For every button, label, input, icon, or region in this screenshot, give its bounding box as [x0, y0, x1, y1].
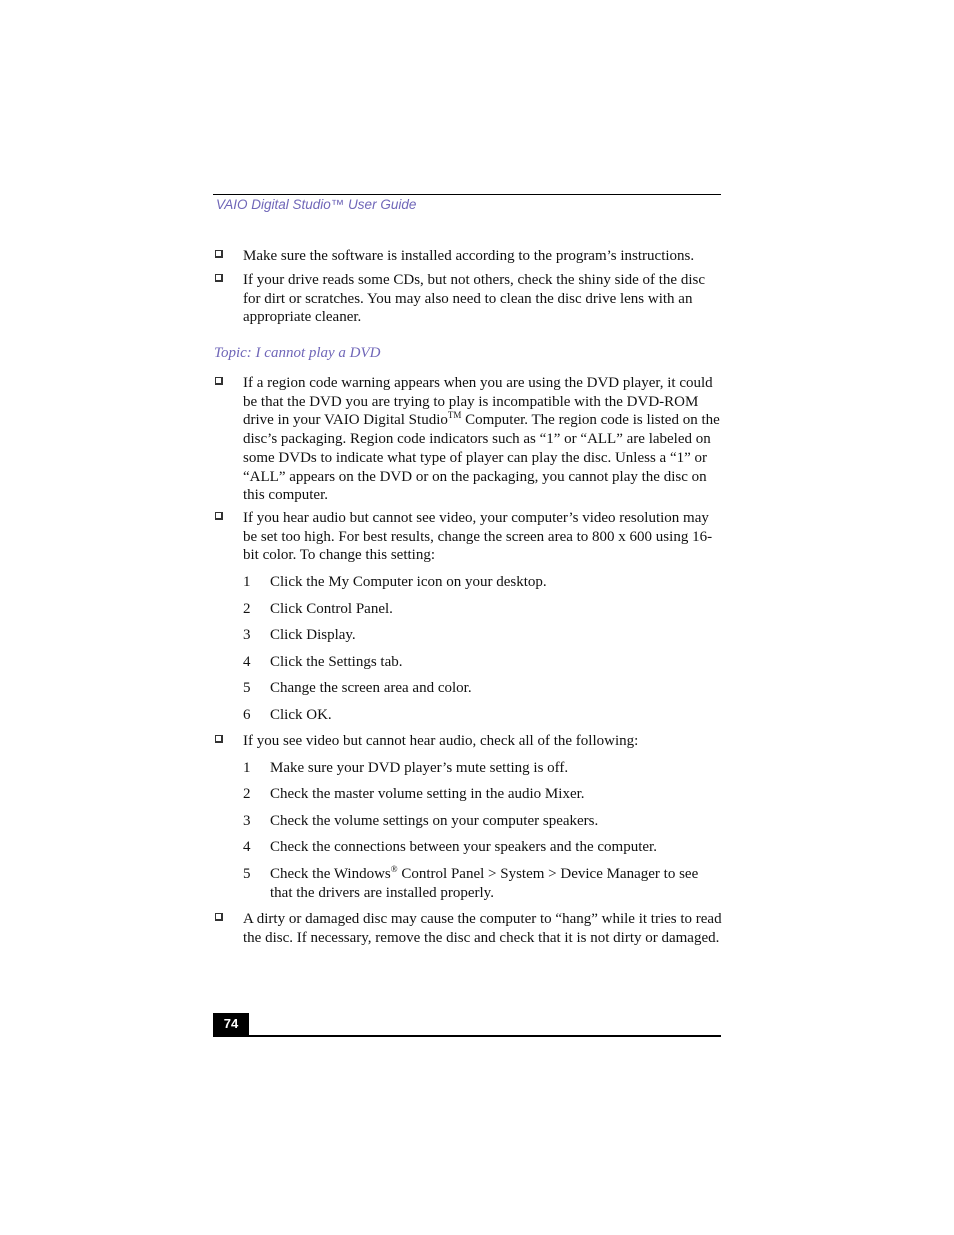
registered-symbol: ®	[390, 864, 398, 874]
bullet-text: A dirty or damaged disc may cause the computer to “hang” while it tries to read the disc. If necessary, remove the disc and check that it is not dirty or damaged.	[243, 911, 722, 946]
topic-heading: Topic: I cannot play a DVD	[214, 345, 381, 361]
step-text: Make sure your DVD player’s mute setting is off.	[270, 760, 569, 776]
checkbox-bullet-icon	[215, 913, 223, 921]
page-number: 74	[223, 1016, 239, 1031]
checkbox-bullet-icon	[215, 377, 223, 385]
bullet-text: If a region code warning appears when you are using the DVD player, it could be that the DVD you are trying to play is incompatible with the DVD-ROM drive in your VAIO Digital Studio	[243, 375, 713, 429]
bullet-item	[243, 732, 723, 751]
step-item	[243, 812, 713, 831]
checkbox-bullet-icon	[215, 274, 223, 282]
step-text: Click the Settings tab.	[270, 654, 403, 670]
bullet-text: Make sure the software is installed according to the program’s instructions.	[243, 248, 695, 264]
header-rule	[213, 194, 721, 195]
step-item	[243, 706, 713, 725]
step-item	[243, 600, 713, 619]
step-item	[243, 653, 713, 672]
bullet-item	[243, 271, 723, 327]
step-number: 3	[243, 813, 251, 829]
step-number: 2	[243, 786, 251, 802]
bullet-text: Computer. The region code is listed on the disc’s packaging. Region code indicators such as “1” or “ALL” are labeled on some DVDs to indicate what type of player can play the disc. Unless a “1” or “ALL” appears on the DVD or on the packaging, you cannot play the disc on this computer.	[243, 412, 720, 504]
step-number: 1	[243, 760, 251, 776]
step-item	[243, 759, 713, 778]
page-number-box	[213, 1013, 249, 1035]
step-number: 5	[243, 680, 251, 696]
step-item	[243, 679, 713, 698]
bullet-text: If you hear audio but cannot see video, your computer’s video resolution may be set too high. For best results, change the screen area to 800 x 600 using 16-bit color. To change this setting:	[243, 510, 713, 564]
step-text: Click the My Computer icon on your desktop.	[270, 574, 547, 590]
step-item	[243, 785, 713, 804]
step-item	[243, 865, 713, 902]
step-item	[243, 626, 713, 645]
checkbox-bullet-icon	[215, 735, 223, 743]
step-number: 3	[243, 627, 251, 643]
checkbox-bullet-icon	[215, 250, 223, 258]
checkbox-bullet-icon	[215, 512, 223, 520]
step-number: 1	[243, 574, 251, 590]
step-text: Click Display.	[270, 627, 356, 643]
step-text: Click Control Panel.	[270, 601, 393, 617]
footer-rule	[213, 1035, 721, 1037]
step-text-part: Control Panel > System > Device Manager to see that the drivers are installed properly.	[270, 866, 699, 901]
bullet-item	[243, 509, 723, 565]
bullet-text: If your drive reads some CDs, but not others, check the shiny side of the disc for dirt or scratches. You may also need to clean the disc drive lens with an appropriate cleaner.	[243, 272, 705, 326]
step-text: Click OK.	[270, 707, 332, 723]
running-header: VAIO Digital Studio™ User Guide	[216, 197, 417, 212]
step-number: 6	[243, 707, 251, 723]
step-text: Check the connections between your speakers and the computer.	[270, 839, 657, 855]
step-number: 5	[243, 866, 251, 882]
bullet-text: If you see video but cannot hear audio, check all of the following:	[243, 733, 639, 749]
step-text: Change the screen area and color.	[270, 680, 472, 696]
step-item	[243, 838, 713, 857]
trademark-symbol: TM	[447, 410, 462, 421]
step-text-part: Check the Windows	[270, 866, 391, 882]
step-text	[270, 865, 713, 902]
step-text: Check the master volume setting in the audio Mixer.	[270, 786, 585, 802]
step-item	[243, 573, 713, 592]
step-number: 4	[243, 654, 251, 670]
step-number: 4	[243, 839, 251, 855]
bullet-item	[243, 374, 723, 505]
step-text: Check the volume settings on your computer speakers.	[270, 813, 599, 829]
step-number: 2	[243, 601, 251, 617]
bullet-item	[243, 910, 723, 947]
bullet-item	[243, 247, 723, 266]
